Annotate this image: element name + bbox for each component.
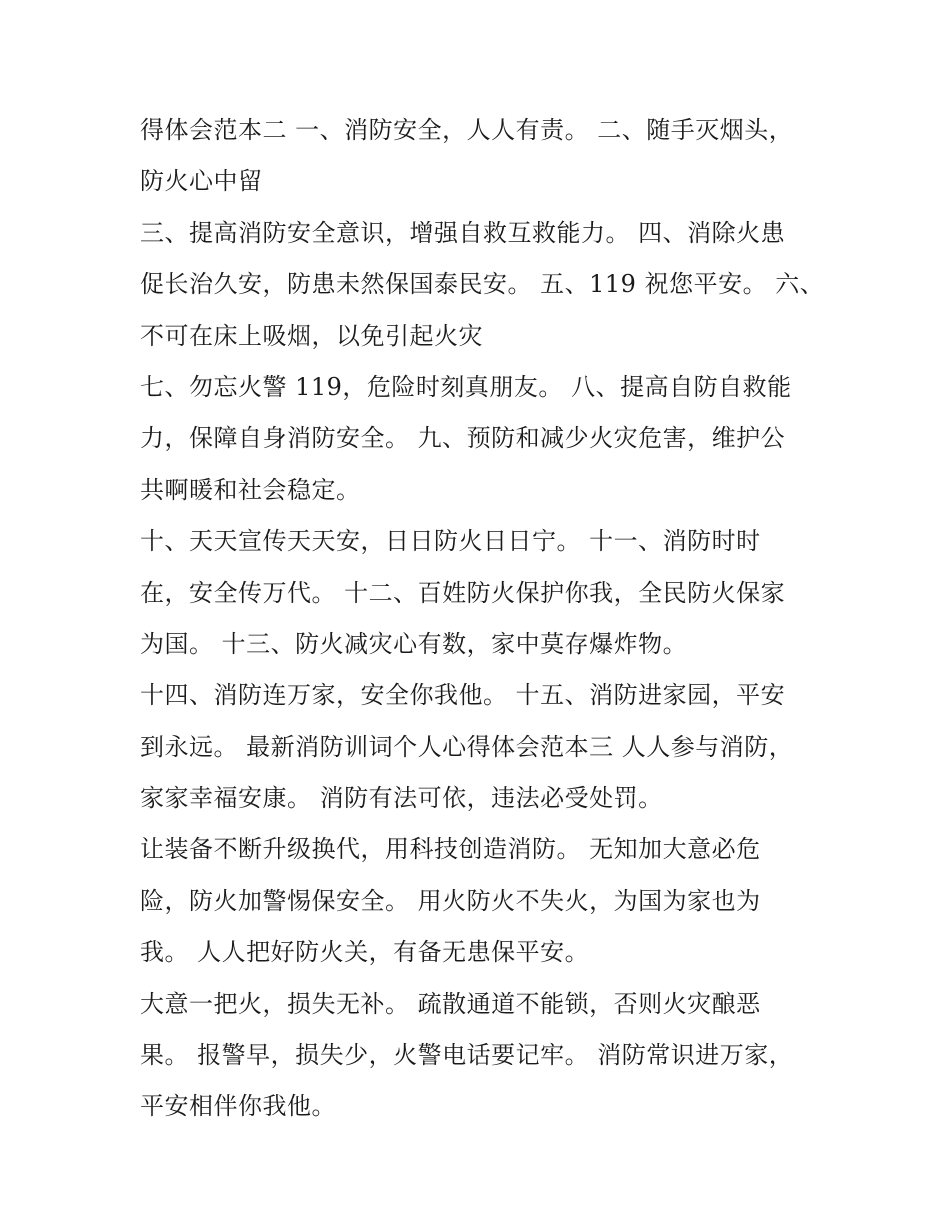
text-line: 得体会范本二 一、消防安全，人人有责。 二、随手灭烟头， bbox=[140, 116, 794, 144]
text-line: 力，保障自身消防安全。 九、预防和减少火灾危害，维护公 bbox=[140, 424, 786, 453]
text-line: 家家幸福安康。 消防有法可依，违法必受处罚。 bbox=[140, 784, 663, 813]
text-line: 十四、消防连万家，安全你我他。 十五、消防进家园，平安 bbox=[140, 681, 786, 710]
text-line: 十、天天宣传天天安，日日防火日日宁。 十一、消防时时 bbox=[140, 527, 761, 556]
text-line: 果。 报警早，损失少，火警电话要记牢。 消防常识进万家， bbox=[140, 1041, 794, 1070]
text-line: 为国。 十三、防火减灾心有数，家中莫存爆炸物。 bbox=[140, 629, 688, 658]
text-line: 七、勿忘火警 119，危险时刻真朋友。 八、提高自防自救能 bbox=[140, 372, 792, 401]
text-line: 在，安全传万代。 十二、百姓防火保护你我，全民防火保家 bbox=[140, 578, 786, 607]
document-body bbox=[140, 105, 825, 1133]
text-line: 三、提高消防安全意识，增强自救互救能力。 四、消除火患 bbox=[140, 218, 786, 247]
text-line: 平安相伴你我他。 bbox=[140, 1092, 336, 1121]
text-line: 我。 人人把好防火关，有备无患保平安。 bbox=[140, 938, 590, 967]
text-line: 防火心中留 bbox=[140, 167, 263, 196]
text-line: 共啊暖和社会稳定。 bbox=[140, 475, 361, 504]
text-line: 促长治久安，防患未然保国泰民安。 五、119 祝您平安。 六、 bbox=[140, 270, 825, 299]
text-line: 大意一把火，损失无补。 疏散通道不能锁，否则火灾酿恶 bbox=[140, 989, 761, 1018]
text-line: 不可在床上吸烟，以免引起火灾 bbox=[140, 321, 483, 350]
text-line: 让装备不断升级换代，用科技创造消防。 无知加大意必危 bbox=[140, 835, 761, 864]
text-line: 险，防火加警惕保安全。 用火防火不失火，为国为家也为 bbox=[140, 886, 761, 915]
text-line: 到永远。 最新消防训词个人心得体会范本三 人人参与消防， bbox=[140, 732, 794, 761]
